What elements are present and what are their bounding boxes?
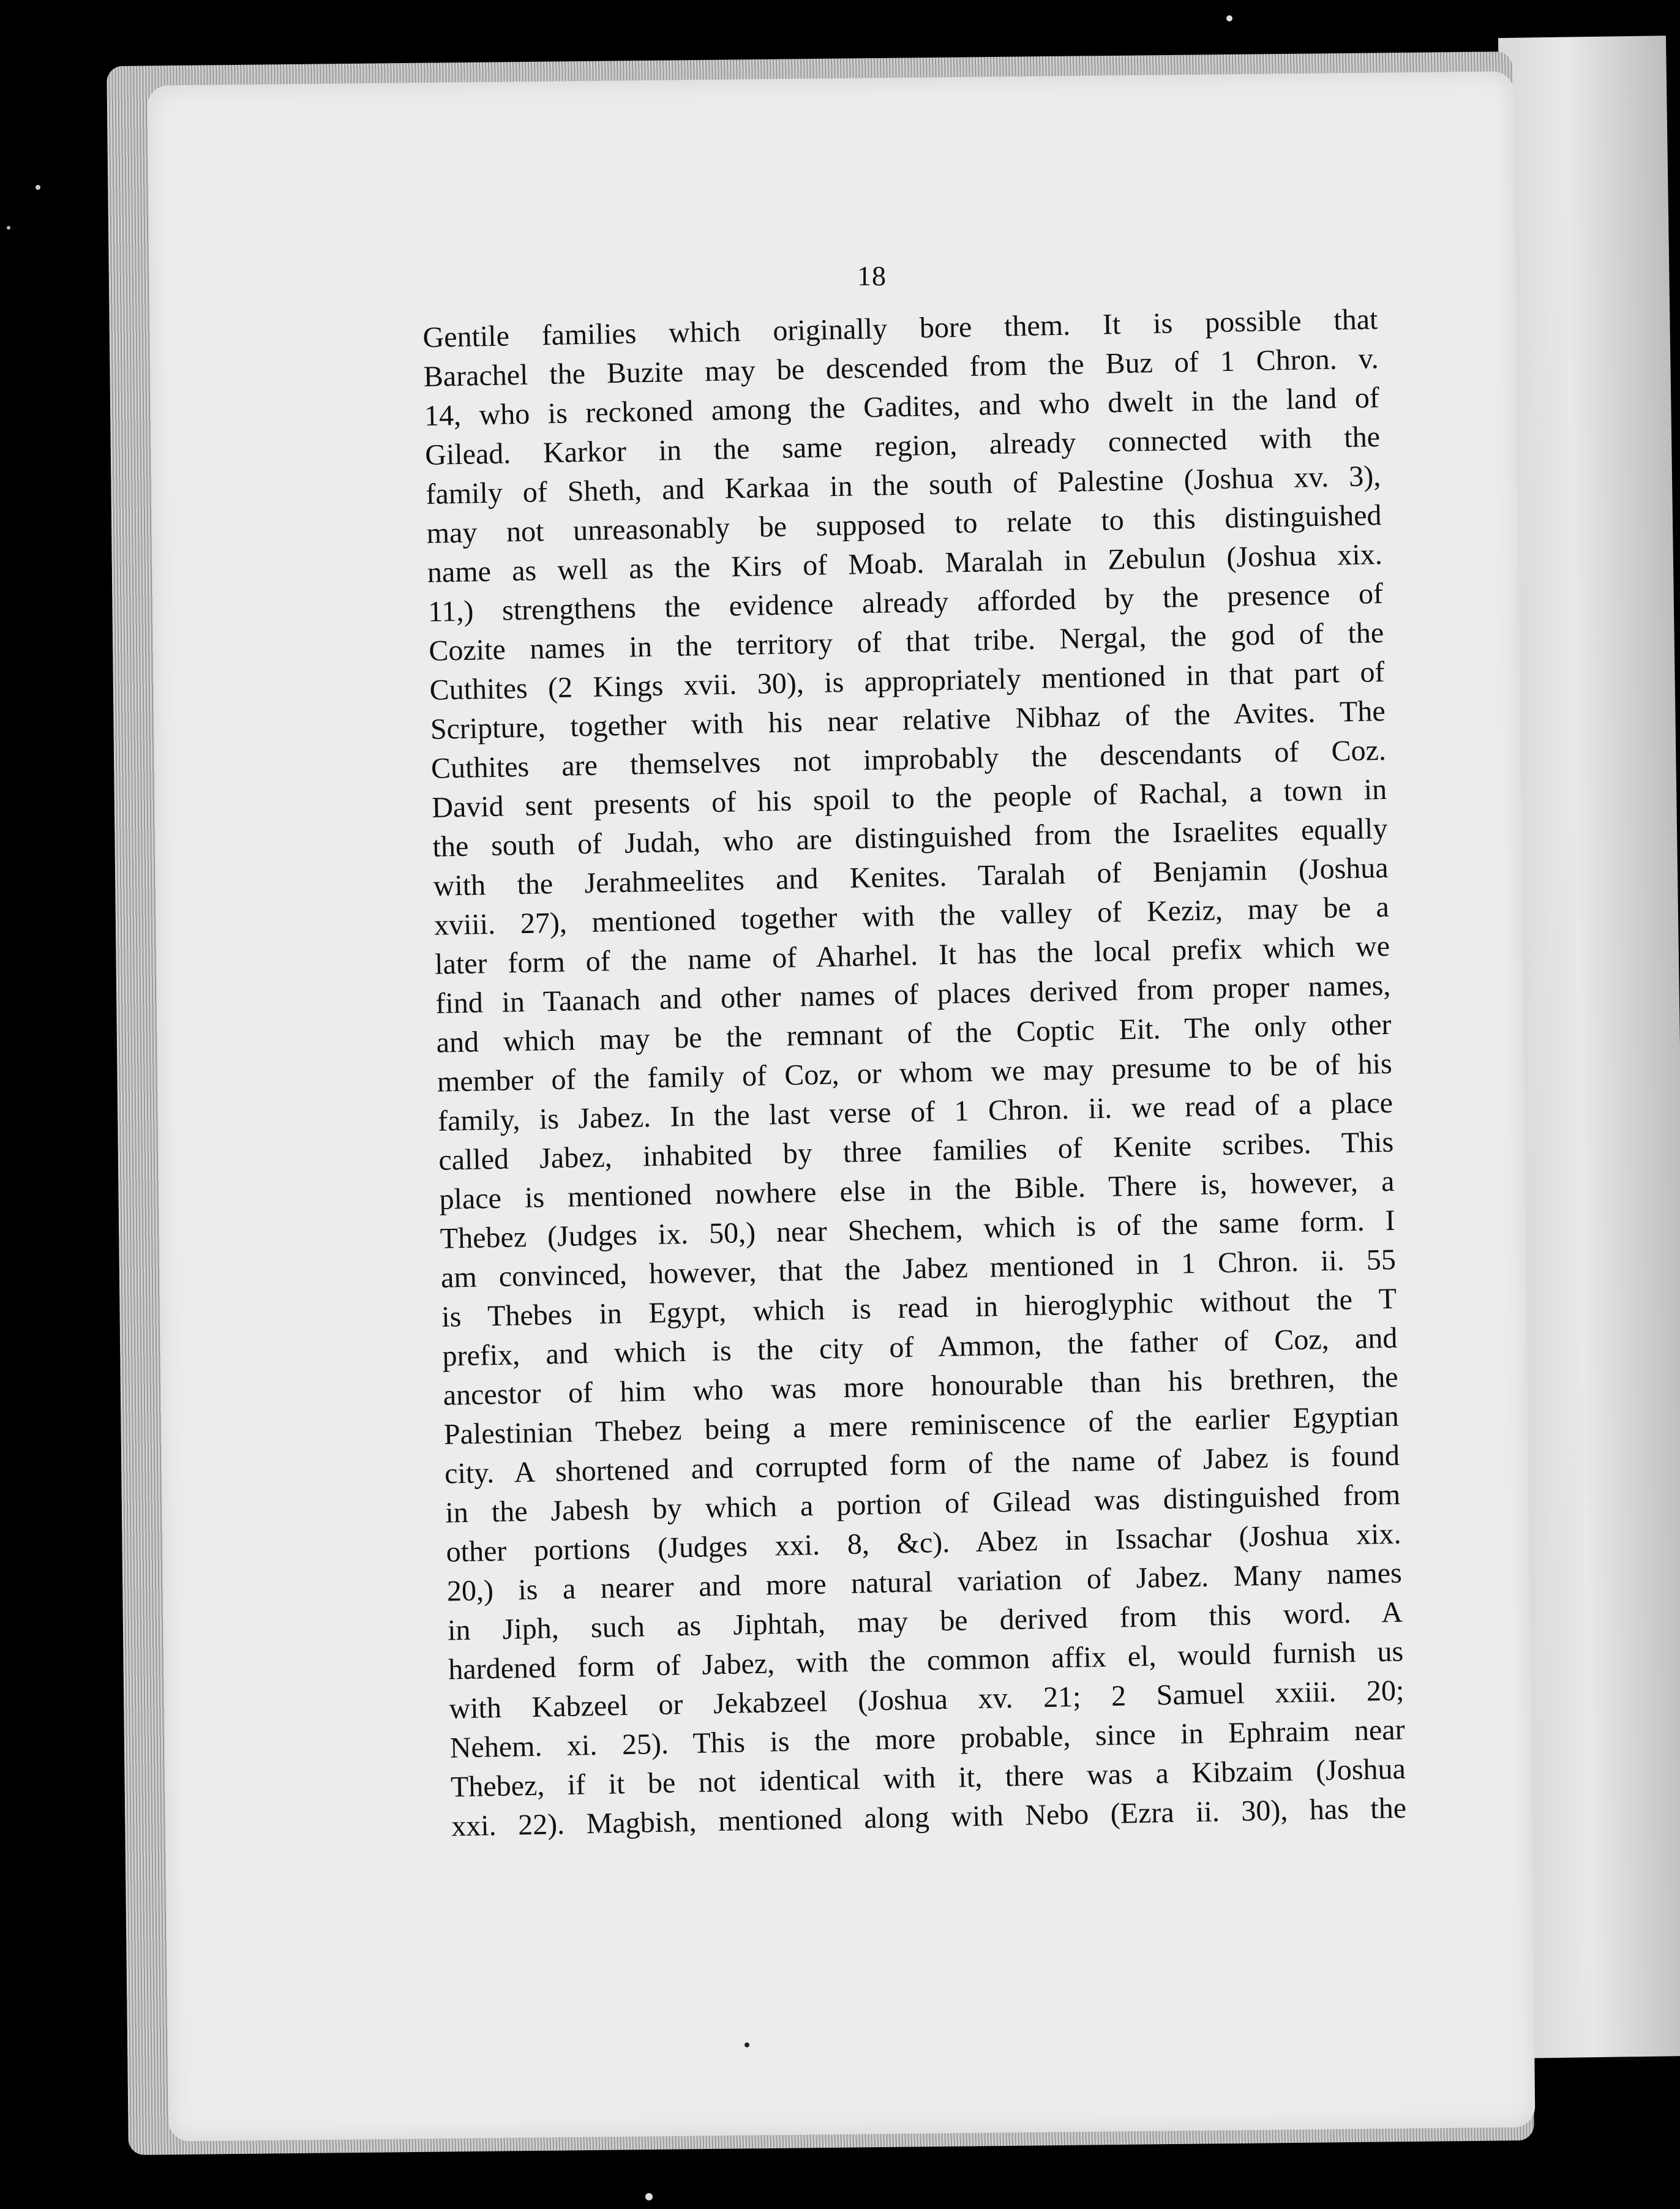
text-line: Nehem. xi. 25). This is the more probable, since in Ephraim near — [449, 1713, 1406, 1765]
text-line: in Jiph, such as Jiphtah, may be derived from this word. A — [447, 1596, 1403, 1647]
text-line: David sent presents of his spoil to the people of Rachal, a town in — [431, 773, 1387, 824]
text-line: Palestinian Thebez being a mere reminiscence of the earlier Egyptian — [443, 1400, 1400, 1451]
text-line: find in Taanach and other names of places derived from proper names, — [435, 969, 1391, 1020]
text-line: member of the family of Coz, or whom we may presume to be of his — [437, 1047, 1393, 1098]
text-line: Cuthites are themselves not improbably the descendants of Coz. — [430, 733, 1387, 785]
text-line: place is mentioned nowhere else in the Bible. There is, however, a — [439, 1165, 1395, 1216]
text-line: may not unreasonably be supposed to relate to this distinguished — [426, 498, 1382, 550]
text-line: other portions (Judges xxi. 8, &c). Abez in Issachar (Joshua xix. — [446, 1517, 1401, 1569]
text-line: xxi. 22). Magbish, mentioned along with Nebo (Ezra ii. 30), has the — [451, 1791, 1407, 1843]
text-line: prefix, and which is the city of Ammon, the father of Coz, and — [442, 1321, 1398, 1373]
text-line: Thebez (Judges ix. 50,) near Shechem, which is of the same form. I — [440, 1204, 1396, 1255]
text-line: Gilead. Karkor in the same region, already connected with the — [424, 421, 1381, 471]
text-line: name as well as the Kirs of Moab. Maralah in Zebulun (Joshua xix. — [427, 538, 1383, 589]
text-line: is Thebes in Egypt, which is read in hieroglyphic without the T — [441, 1282, 1397, 1333]
text-line: with Kabzeel or Jekabzeel (Joshua xv. 21; 2 Samuel xxiii. 20; — [449, 1674, 1404, 1725]
page-number: 18 — [857, 260, 887, 291]
text-line: 20,) is a nearer and more natural variation of Jabez. Many names — [446, 1556, 1403, 1608]
text-line: called Jabez, inhabited by three families of Kenite scribes. This — [438, 1125, 1394, 1177]
text-line: Cozite names in the territory of that tribe. Nergal, the god of the — [428, 616, 1384, 667]
text-line: Barachel the Buzite may be descended from the Buz of 1 Chron. v. — [423, 342, 1379, 393]
text-line: Scripture, together with his near relative Nibhaz of the Avites. The — [430, 694, 1386, 746]
page-body-text — [422, 300, 1407, 1846]
text-line: 14, who is reckoned among the Gadites, and who dwelt in the land of — [424, 381, 1380, 432]
text-line: 11,) strengthens the evidence already afforded by the presence of — [427, 577, 1384, 628]
text-line: the south of Judah, who are distinguished from the Israelites equally — [432, 812, 1388, 863]
text-line: Cuthites (2 Kings xvii. 30), is appropriately mentioned in that part of — [429, 655, 1385, 707]
text-line: family of Sheth, and Karkaa in the south of Palestine (Joshua xv. 3), — [426, 460, 1381, 511]
text-line: Thebez, if it be not identical with it, there was a Kibzaim (Joshua — [450, 1752, 1406, 1804]
text-line: city. A shortened and corrupted form of the name of Jabez is found — [444, 1439, 1400, 1490]
text-line: later form of the name of Aharhel. It has the local prefix which we — [434, 929, 1390, 981]
text-line: and which may be the remnant of the Coptic Eit. The only other — [436, 1008, 1392, 1059]
text-line: hardened form of Jabez, with the common affix el, would furnish us — [448, 1635, 1404, 1686]
text-line: Gentile families which originally bore them. It is possible that — [422, 303, 1378, 354]
text-line: with the Jerahmeelites and Kenites. Taralah of Benjamin (Joshua — [433, 851, 1389, 902]
text-line: in the Jabesh by which a portion of Gilead was distinguished from — [444, 1478, 1401, 1529]
text-line: xviii. 27), mentioned together with the valley of Keziz, may be a — [433, 890, 1390, 942]
text-line: family, is Jabez. In the last verse of 1 Chron. ii. we read of a place — [437, 1086, 1393, 1138]
text-line: am convinced, however, that the Jabez mentioned in 1 Chron. ii. 55 — [440, 1243, 1397, 1294]
text-line: ancestor of him who was more honourable than his brethren, the — [443, 1360, 1398, 1412]
